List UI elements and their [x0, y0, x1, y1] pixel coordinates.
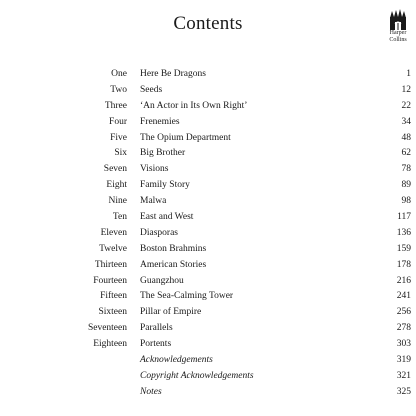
chapter-number: Eight: [106, 180, 127, 191]
toc-entry[interactable]: [0, 146, 416, 162]
chapter-title: Portents: [140, 339, 172, 350]
page-number: 325: [396, 386, 411, 397]
toc-entry[interactable]: [0, 274, 416, 290]
toc-entry[interactable]: [0, 258, 416, 274]
page-number: 98: [401, 196, 411, 207]
page-number: 89: [401, 180, 411, 191]
page-number: 1: [406, 69, 411, 79]
chapter-number: Nine: [108, 196, 127, 207]
page-title: Contents: [173, 13, 243, 34]
chapter-title: Pillar of Empire: [140, 307, 202, 318]
toc-entry[interactable]: [0, 210, 416, 226]
page-number: 62: [401, 148, 411, 159]
chapter-title: Seeds: [140, 84, 163, 95]
chapter-number: Ten: [112, 212, 127, 223]
page-number: 117: [397, 212, 411, 223]
toc-entry[interactable]: [0, 226, 416, 242]
chapter-number: Three: [104, 100, 127, 111]
toc-entry[interactable]: [0, 369, 416, 385]
chapter-title: Visions: [140, 164, 169, 175]
chapter-title: Family Story: [140, 180, 190, 191]
toc-entry[interactable]: [0, 321, 416, 337]
page-number: 241: [396, 291, 411, 302]
chapter-title: Frenemies: [140, 116, 180, 127]
toc-entry[interactable]: [0, 337, 416, 353]
publisher-name-line2: Collins: [389, 36, 407, 43]
chapter-title: East and West: [140, 212, 194, 223]
toc-entry[interactable]: [0, 289, 416, 305]
page-number: 216: [396, 275, 411, 286]
toc-entry[interactable]: [0, 385, 416, 401]
chapter-title: Copyright Acknowledgements: [140, 370, 254, 381]
chapter-number: Four: [109, 116, 127, 127]
page-number: 34: [401, 116, 411, 127]
chapter-title: Acknowledgements: [140, 355, 213, 366]
chapter-number: Seven: [103, 164, 127, 175]
page-number: 303: [396, 339, 411, 350]
toc-entry[interactable]: [0, 67, 416, 83]
chapter-title: Notes: [140, 386, 162, 397]
toc-entry[interactable]: [0, 115, 416, 131]
chapter-number: Two: [110, 84, 127, 95]
page-number: 48: [401, 132, 411, 143]
publisher-name-line1: Harper: [389, 30, 407, 36]
publisher-logo: [383, 9, 413, 45]
chapter-number: Twelve: [99, 243, 127, 254]
toc-entry[interactable]: [0, 353, 416, 369]
chapter-number: Seventeen: [87, 323, 127, 334]
chapter-number: One: [111, 69, 127, 79]
chapter-title: Here Be Dragons: [140, 69, 206, 79]
chapter-number: Fourteen: [93, 275, 127, 286]
chapter-number: Eighteen: [93, 339, 127, 350]
toc-entry[interactable]: [0, 305, 416, 321]
flame-tower-icon: [387, 9, 409, 30]
page-number: 256: [396, 307, 411, 318]
toc-entry[interactable]: [0, 99, 416, 115]
page-number: 12: [401, 84, 411, 95]
chapter-number: Five: [110, 132, 127, 143]
chapter-title: American Stories: [140, 259, 207, 270]
toc-entry[interactable]: [0, 83, 416, 99]
toc-entry[interactable]: [0, 178, 416, 194]
toc-entry[interactable]: [0, 242, 416, 258]
page-number: 159: [396, 243, 411, 254]
chapter-title: Diasporas: [140, 227, 178, 238]
page-number: 22: [401, 100, 411, 111]
table-of-contents: [0, 67, 416, 401]
chapter-number: Fifteen: [100, 291, 127, 302]
chapter-title: The Sea-Calming Tower: [140, 291, 234, 302]
chapter-title: Parallels: [140, 323, 173, 334]
chapter-number: Sixteen: [98, 307, 127, 318]
toc-entry[interactable]: [0, 162, 416, 178]
chapter-title: Malwa: [140, 196, 167, 207]
chapter-number: Six: [114, 148, 127, 159]
chapter-title: The Opium Department: [140, 132, 231, 143]
page-number: 136: [396, 227, 411, 238]
chapter-number: Thirteen: [94, 259, 127, 270]
chapter-title: ‘An Actor in Its Own Right’: [140, 100, 248, 111]
page-number: 321: [396, 370, 411, 381]
page-number: 319: [396, 355, 411, 366]
page-number: 278: [396, 323, 411, 334]
page-number: 78: [401, 164, 411, 175]
toc-entry[interactable]: [0, 194, 416, 210]
toc-entry[interactable]: [0, 131, 416, 147]
chapter-title: Guangzhou: [140, 275, 184, 286]
chapter-title: Boston Brahmins: [140, 243, 207, 254]
chapter-title: Big Brother: [140, 148, 186, 159]
page-number: 178: [396, 259, 411, 270]
chapter-number: Eleven: [100, 227, 127, 238]
